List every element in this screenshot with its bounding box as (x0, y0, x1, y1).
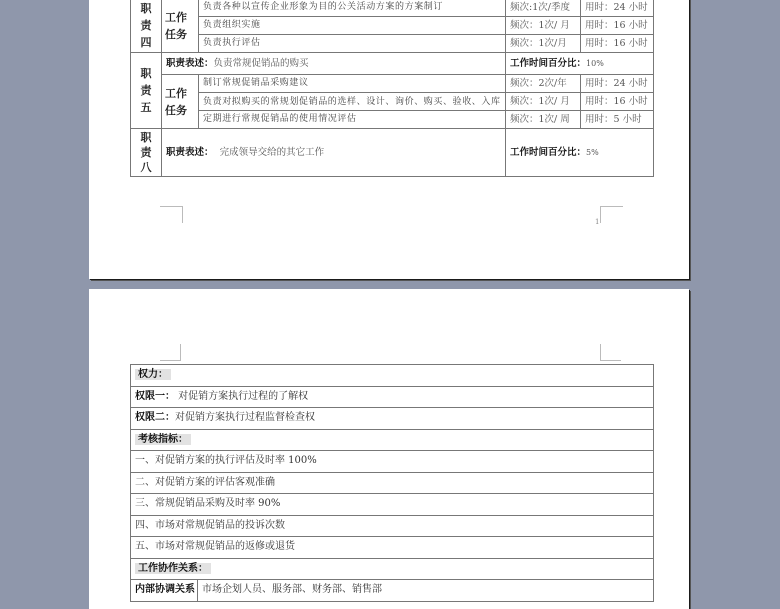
table-row (131, 408, 654, 430)
time-percentage (506, 129, 654, 177)
table-row (131, 580, 654, 602)
task-text: 负责对拟购买的常规划促销品的选样、设计、询价、购买、验收、入库 (199, 93, 506, 111)
desc-label: 职责表述： (166, 147, 214, 158)
table-row (131, 537, 654, 559)
authority-value: 对促销方案执行过程监督检查权 (175, 412, 315, 423)
desc-text: 完成领导交给的其它工作 (219, 147, 325, 158)
task-frequency: 频次：2次/年 (506, 75, 581, 93)
task-text: 负责组织实施 (199, 17, 506, 35)
desc-label: 职责表述： (166, 58, 214, 69)
table-row (131, 0, 654, 17)
section-header: 工作协作关系： (135, 563, 211, 574)
table-row (131, 53, 654, 75)
duty-description (162, 53, 506, 75)
task-time: 用时：16 小时 (581, 17, 654, 35)
table-row (131, 515, 654, 537)
desc-text: 负责常规促销品的购买 (213, 58, 309, 69)
table-row (131, 75, 654, 93)
task-text: 负责各种以宣传企业形象为目的公关活动方案的方案制订 (199, 0, 506, 17)
document-page-1 (89, 0, 689, 279)
authority-value: 对促销方案执行过程的了解权 (175, 390, 309, 402)
page-number: 1 (595, 218, 600, 226)
task-text: 负责执行评估 (199, 35, 506, 53)
task-time: 用时：16 小时 (581, 93, 654, 111)
task-time: 用时：24 小时 (581, 0, 654, 17)
task-label: 工作任务 (162, 0, 199, 53)
task-frequency: 频次：1次/ 周 (506, 111, 581, 129)
duty-label: 职责五 (131, 53, 162, 129)
task-text: 定期进行常规促销品的使用情况评估 (199, 111, 506, 129)
crop-mark (160, 206, 183, 223)
task-frequency: 频次：1次/月 (506, 35, 581, 53)
kpi-item: 四、市场对常规促销品的投诉次数 (131, 515, 654, 537)
table-row (131, 365, 654, 387)
task-frequency: 频次：1次/ 月 (506, 93, 581, 111)
pct-label: 工作时间百分比： (510, 147, 587, 158)
table-row (131, 494, 654, 516)
duty-label: 职责八 (131, 129, 162, 177)
table-row (131, 17, 654, 35)
task-frequency: 频次：1次/ 月 (506, 17, 581, 35)
table-row (131, 111, 654, 129)
kpi-item: 二、对促销方案的评估客观准确 (131, 472, 654, 494)
internal-relation-label: 内部协调关系 (131, 580, 198, 602)
authority-label: 权限一： (135, 390, 175, 402)
authority-table (130, 364, 654, 602)
duty-label: 职责四 (131, 0, 162, 53)
kpi-item: 五、市场对常规促销品的返修或退货 (131, 537, 654, 559)
duty-table (130, 0, 654, 177)
section-header: 权力： (135, 369, 171, 380)
task-time: 用时：16 小时 (581, 35, 654, 53)
task-time: 用时：5 小时 (581, 111, 654, 129)
table-row (131, 35, 654, 53)
pct-value: 5% (586, 148, 599, 157)
pct-label: 工作时间百分比： (510, 58, 587, 69)
kpi-item: 三、常规促销品采购及时率 90% (131, 494, 654, 516)
internal-relation-value: 市场企划人员、服务部、财务部、销售部 (198, 580, 654, 602)
document-page-2 (89, 289, 689, 609)
table-row (131, 386, 654, 408)
table-row (131, 451, 654, 473)
task-text: 制订常规促销品采购建议 (199, 75, 506, 93)
section-header: 考核指标： (135, 434, 191, 445)
task-label: 工作任务 (162, 75, 199, 129)
table-row (131, 429, 654, 451)
time-percentage (506, 53, 654, 75)
crop-mark (160, 344, 181, 361)
table-row (131, 93, 654, 111)
crop-mark (600, 206, 623, 223)
table-row (131, 472, 654, 494)
table-row (131, 129, 654, 177)
kpi-item: 一、对促销方案的执行评估及时率 100% (131, 451, 654, 473)
table-row (131, 558, 654, 580)
task-time: 用时：24 小时 (581, 75, 654, 93)
crop-mark (600, 344, 621, 361)
duty-description (162, 129, 506, 177)
authority-label: 权限二： (135, 412, 175, 423)
pct-value: 10% (586, 59, 604, 68)
task-frequency: 频次:1次/季度 (506, 0, 581, 17)
